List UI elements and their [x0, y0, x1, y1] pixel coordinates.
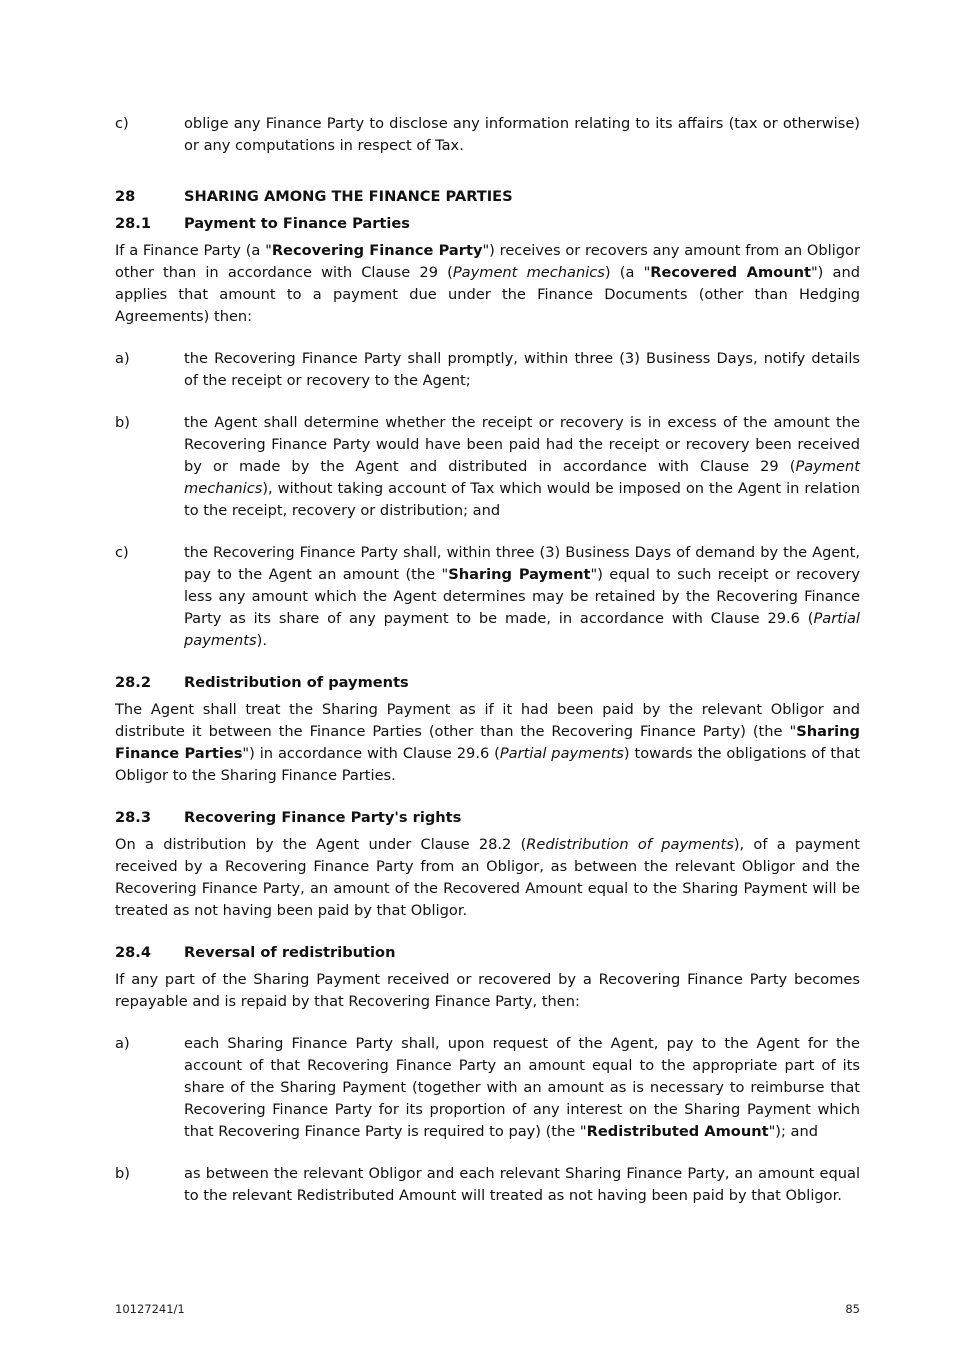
defined-term: Sharing Payment: [448, 566, 591, 583]
item-label: c): [115, 544, 129, 561]
clause-28-1-item-b: [115, 412, 860, 522]
clause-28-2-text: The Agent shall treat the Sharing Payment as if it had been paid by the relevant Obligor and distribute it between the Finance Parties (other than the Recovering Finance Party) (the "Sharing Finance Parties") in accordance with Clause 29.6 (Partial payments) towards the obligations of that Obligor to the Sharing Finance Parties.: [115, 701, 861, 784]
clause-number: 28.1: [115, 215, 152, 232]
clause-28-1-item-a: [115, 348, 860, 392]
item-text: the Recovering Finance Party shall promptly, within three (3) Business Days, notify details of the receipt or recovery to the Agent;: [184, 350, 860, 389]
item-text: the Recovering Finance Party shall, within three (3) Business Days of demand by the Agent, pay to the Agent an amount (the "Sharing Payment") equal to such receipt or recovery less any amount which the Agent determines may be retained by the Recovering Finance Party as its share of any payment to be made, in accordance with Clause 29.6 (Partial payments).: [184, 544, 860, 649]
page-number: 85: [845, 1302, 860, 1316]
cross-reference: Partial payments: [184, 610, 860, 649]
clause-28-1-item-c: [115, 542, 860, 652]
cross-reference: Payment mechanics: [452, 264, 605, 281]
defined-term: Recovered Amount: [650, 264, 811, 281]
document-reference: 10127241/1: [115, 1302, 185, 1316]
clause-number: 28.3: [115, 809, 152, 826]
clause-28-4-item-b: [115, 1163, 860, 1207]
clause-number: 28.2: [115, 674, 152, 691]
clause-title: Redistribution of payments: [184, 674, 409, 691]
cross-reference: Payment mechanics: [184, 458, 860, 497]
item-label: a): [115, 1035, 130, 1052]
item-text: the Agent shall determine whether the receipt or recovery is in excess of the amount the Recovering Finance Party would have been paid had the receipt or recovery been received by or made by the Agent and distributed in accordance with Clause 29 (Payment mechanics), without taking account of Tax which would be imposed on the Agent in relation to the receipt, recovery or distribution; and: [184, 414, 860, 519]
defined-term: Sharing Finance Parties: [115, 723, 860, 762]
clause-title: Payment to Finance Parties: [184, 215, 410, 232]
document-page: [115, 113, 860, 1207]
clause-heading-28-4: [115, 942, 860, 964]
cross-reference: Partial payments: [499, 745, 624, 762]
section-title: SHARING AMONG THE FINANCE PARTIES: [184, 188, 513, 205]
item-label: b): [115, 414, 130, 431]
clause-28-1-intro: If a Finance Party (a "Recovering Finance Party") receives or recovers any amount from an Obligor other than in accordance with Clause 29 (Payment mechanics) (a "Recovered Amount") and applies that amount to a payment due under the Finance Documents (other than Hedging Agreements) then:: [115, 242, 860, 325]
cross-reference: Redistribution of payments: [526, 836, 734, 853]
item-label: b): [115, 1165, 130, 1182]
item-label: c): [115, 115, 129, 132]
clause-28-4-intro: If any part of the Sharing Payment received or recovered by a Recovering Finance Party becomes repayable and is repaid by that Recovering Finance Party, then:: [115, 971, 860, 1010]
item-text: as between the relevant Obligor and each relevant Sharing Finance Party, an amount equal to the relevant Redistributed Amount will treated as not having been paid by that Obligor.: [184, 1165, 860, 1204]
clause-heading-28-3: [115, 807, 860, 829]
clause-28-3-text: On a distribution by the Agent under Clause 28.2 (Redistribution of payments), of a payment received by a Recovering Finance Party from an Obligor, as between the relevant Obligor and the Recovering Finance Party, an amount of the Recovered Amount equal to the Sharing Payment will be treated as not having been paid by that Obligor.: [115, 836, 860, 919]
clause-title: Recovering Finance Party's rights: [184, 809, 462, 826]
defined-term: Redistributed Amount: [586, 1123, 769, 1140]
item-label: a): [115, 350, 130, 367]
page-footer: [115, 1302, 860, 1316]
defined-term: Recovering Finance Party: [271, 242, 483, 259]
clause-title: Reversal of redistribution: [184, 944, 396, 961]
item-text: each Sharing Finance Party shall, upon request of the Agent, pay to the Agent for the account of that Recovering Finance Party an amount equal to the appropriate part of its share of the Sharing Payment (together with an amount as is necessary to reimburse that Recovering Finance Party for its proportion of any interest on the Sharing Payment which that Recovering Finance Party is required to pay) (the "Redistributed Amount"); and: [184, 1035, 860, 1140]
clause-28-4-item-a: [115, 1033, 860, 1143]
clause-item-c-continued: [115, 113, 860, 157]
section-heading: [115, 186, 860, 208]
clause-heading-28-1: [115, 213, 860, 235]
clause-heading-28-2: [115, 672, 860, 694]
section-number: 28: [115, 188, 136, 205]
item-text: oblige any Finance Party to disclose any information relating to its affairs (tax or otherwise) or any computations in respect of Tax.: [184, 115, 860, 154]
clause-number: 28.4: [115, 944, 152, 961]
